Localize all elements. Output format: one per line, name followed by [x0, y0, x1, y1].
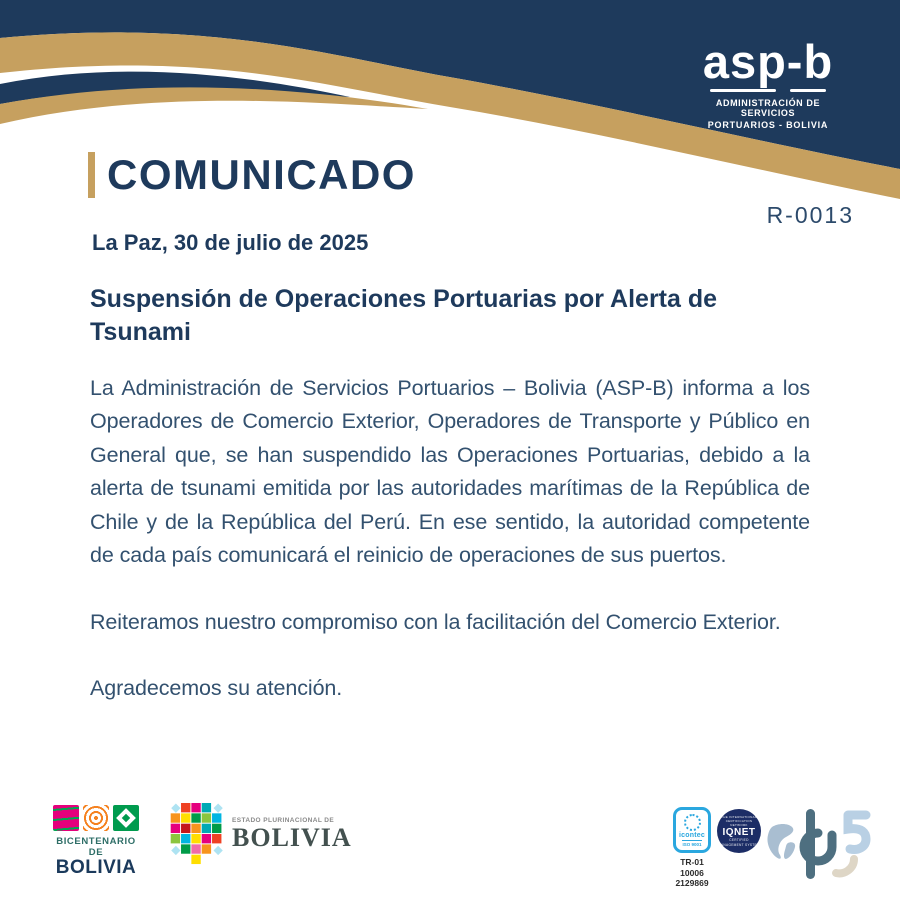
footer-logos [0, 795, 900, 890]
page-title: COMUNICADO [107, 151, 416, 198]
mark-beige-arc [836, 859, 854, 873]
reference-number: R-0013 [766, 202, 854, 228]
mark-five [848, 815, 866, 850]
comunicado-header [88, 152, 416, 198]
title-accent-bar [88, 152, 95, 198]
bicentenario-label-top: BICENTENARIO DE [56, 836, 136, 858]
document-title: Suspensión de Operaciones Portuarias por Alerta de Tsunami [90, 285, 718, 346]
iqnet-arc-text: THE INTERNATIONAL CERTIFICATION NETWORK [721, 815, 757, 828]
icontec-iso-label: ISO 9001 [682, 841, 702, 847]
bicentenario-square-pink-icon [53, 805, 79, 831]
aspb-wordmark: asp-b [702, 35, 834, 88]
iqnet-sub-line2: MANAGEMENT SYSTEM [718, 842, 760, 847]
aspb-underline-left [710, 89, 776, 92]
aspb-subtitle-line1: ADMINISTRACIÓN DE SERVICIOS [715, 98, 821, 118]
icontec-certification [672, 807, 712, 889]
aspb-subtitle-line2: PORTUARIOS - BOLIVIA [707, 120, 829, 130]
icontec-codes [672, 857, 712, 889]
mark-bowl [804, 833, 832, 861]
date-line: La Paz, 30 de julio de 2025 [92, 230, 369, 255]
document-body [90, 372, 810, 738]
iqnet-name: IQNET [722, 827, 756, 839]
aspb-underline-right [790, 89, 826, 92]
icontec-name: icontec [679, 831, 705, 839]
estado-label-bottom: BOLIVIA [232, 822, 352, 852]
paragraph-commitment: Reiteramos nuestro compromiso con la facilitación del Comercio Exterior. [90, 609, 781, 634]
paragraph-main: La Administración de Servicios Portuarios – Bolivia (ASP-B) informa a los Operadores de Comercio Exterior, Operadores de Transporte y Público en General que, se han suspendido las Operaciones Portuarias, debido a la alerta de tsunami emitida por las autoridades marítimas de la República de Chile y de la República del Perú. En ese sentido, la autoridad competente de cada país comunicará el reinicio de operaciones de sus puertos. [90, 376, 810, 568]
iqnet-sub-text [718, 838, 760, 847]
bicentenario-label-bottom: BOLIVIA [55, 857, 137, 878]
iqnet-sub-line1: CERTIFIED [729, 838, 749, 843]
icontec-badge-icon [673, 807, 711, 853]
aspb-underline-marks [688, 89, 848, 92]
bicentenario-spiral-icon [83, 805, 109, 831]
estado-text [232, 817, 352, 851]
estado-plurinacional-logo [170, 803, 352, 865]
bicentenario-icon [50, 805, 142, 831]
icontec-code-2: 2129869 [675, 878, 709, 889]
icontec-code-1: TR-01 10006 [680, 857, 704, 878]
aspb-logo [688, 35, 848, 130]
iqnet-badge-icon [717, 809, 761, 853]
bicentenario-logo [50, 805, 142, 877]
aspb-anniversary-logo [762, 803, 872, 885]
estado-mosaic-icon [170, 803, 224, 865]
icontec-globe-icon [684, 814, 701, 831]
globe-45-icon [762, 803, 872, 885]
bicentenario-diamond-icon [113, 805, 139, 831]
estado-label-top: ESTADO PLURINACIONAL DE [232, 816, 335, 824]
paragraph-thanks: Agradecemos su atención. [90, 675, 343, 700]
